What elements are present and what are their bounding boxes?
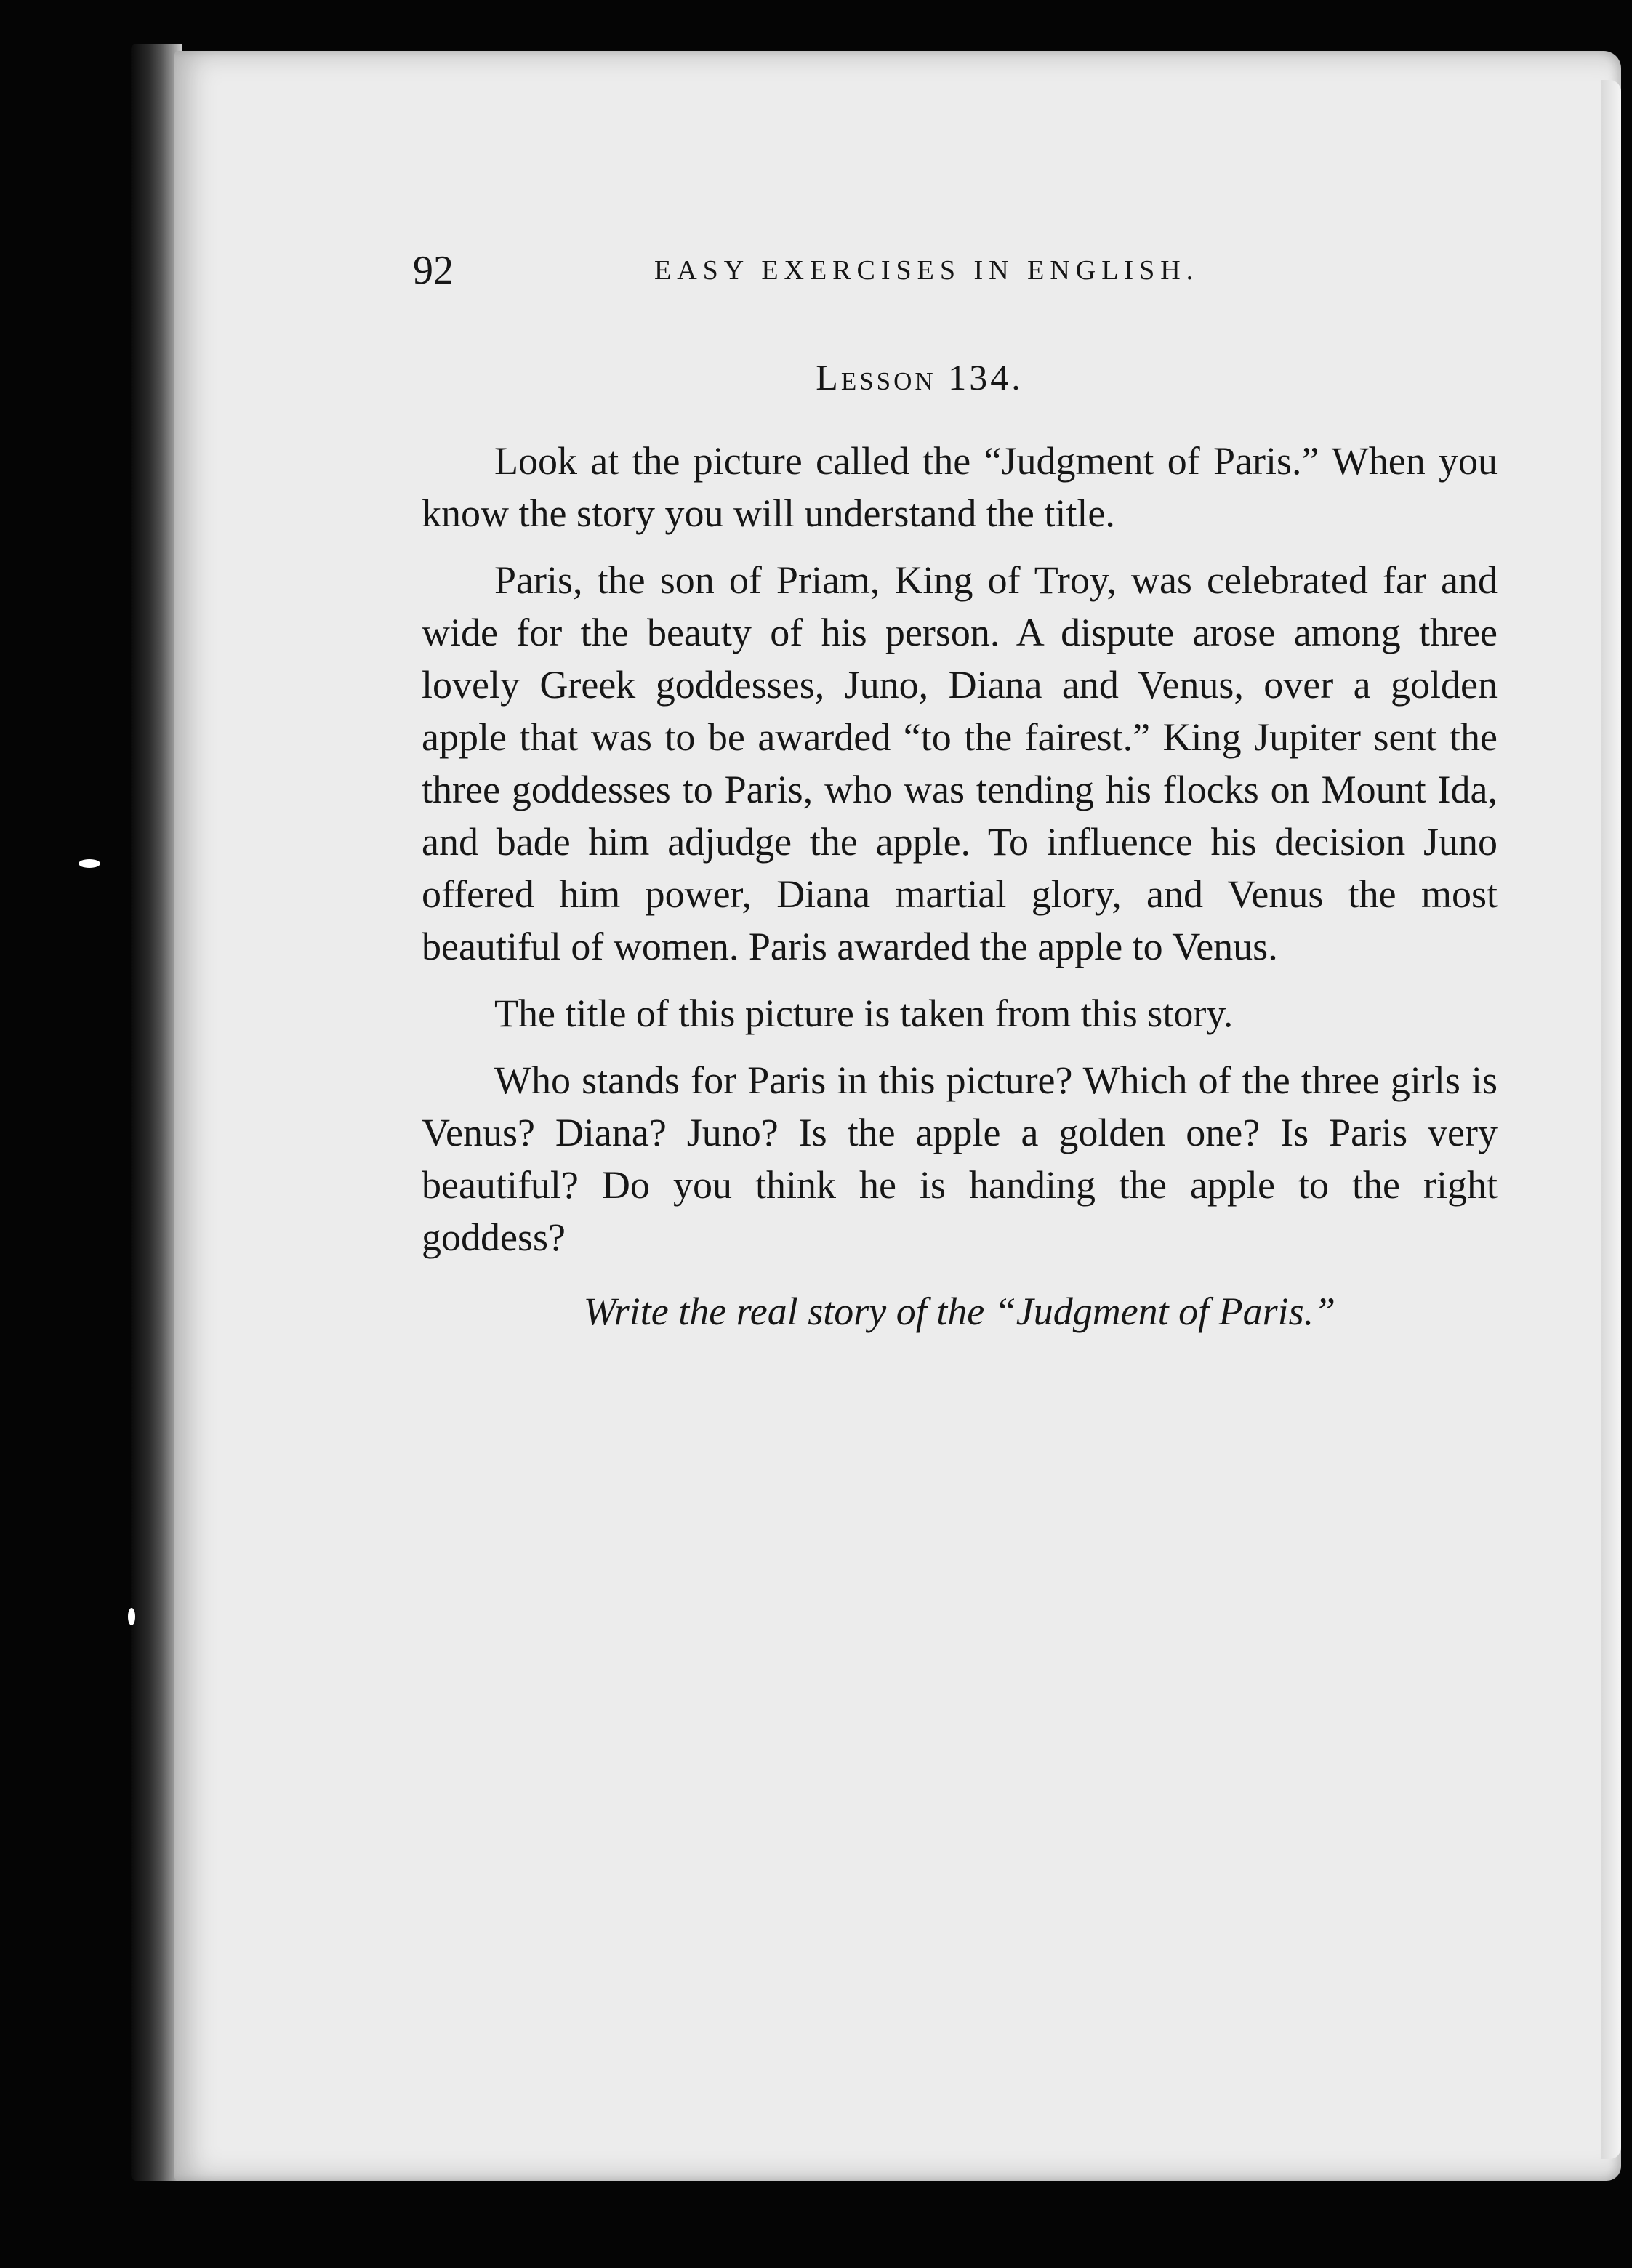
- writing-instruction: Write the real story of the “Judgment of Paris.”: [583, 1290, 1336, 1333]
- paragraph-title-origin: The title of this picture is taken from this story.: [494, 992, 1234, 1035]
- paragraph-story: Paris, the son of Priam, King of Troy, was celebrated far and wide for the beauty of his person. A dispute arose among three lovely Greek goddesses, Juno, Diana and Venus, over a golden apple that was to be awarded “to the fairest.” King Jupiter sent the three goddesses to Paris, who was tending his flocks on Mount Ida, and bade him adjudge the apple. To influence his decision Juno offered him power, Diana martial glory, and Venus the most beautiful of women. Paris awarded the apple to Venus.: [422, 558, 1498, 968]
- running-head: [247, 240, 1498, 298]
- page-edge: [1601, 80, 1621, 2159]
- lesson-heading: Lesson 134.: [816, 357, 1024, 398]
- page-number: 92: [413, 248, 454, 293]
- scan-speck: [128, 1608, 135, 1625]
- paragraph-questions: Who stands for Paris in this picture? Which of the three girls is Venus? Diana? Juno? Is the apple a golden one? Is Paris very beautiful? Do you think he is handing the apple to the right goddess?: [422, 1058, 1498, 1259]
- page-text: [247, 240, 1498, 1352]
- paragraph-intro: Look at the picture called the “Judgment of Paris.” When you know the story you will understand the title.: [422, 439, 1498, 535]
- scan-speck: [79, 859, 100, 868]
- running-head-title: EASY EXERCISES IN ENGLISH.: [654, 255, 1199, 286]
